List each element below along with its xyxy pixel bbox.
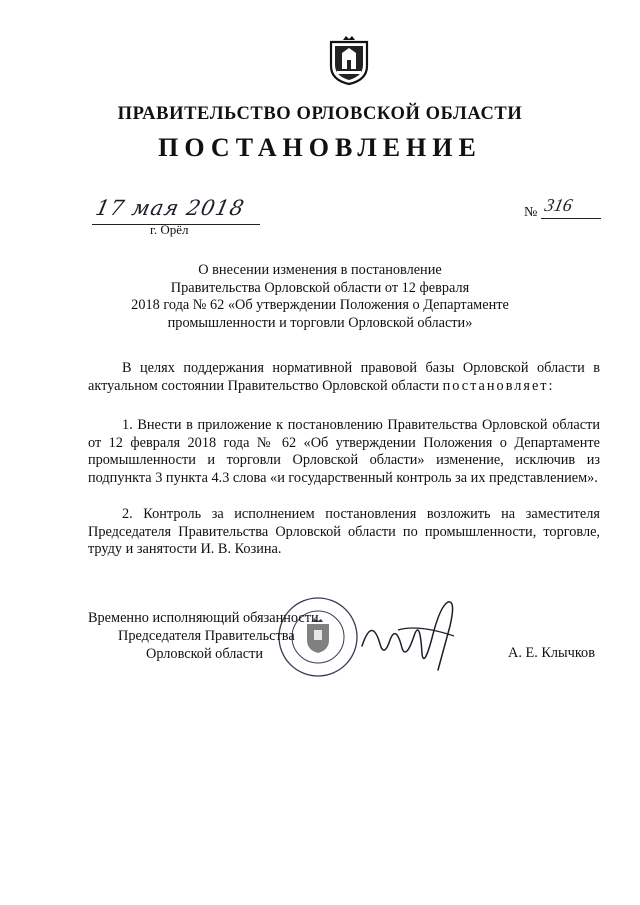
signatory-line: Орловской области bbox=[146, 646, 263, 662]
government-title: ПРАВИТЕЛЬСТВО ОРЛОВСКОЙ ОБЛАСТИ bbox=[117, 104, 523, 124]
subject-line: Правительства Орловской области от 12 февраля bbox=[170, 279, 470, 296]
decree-word: постановляет: bbox=[442, 377, 555, 394]
document-subject bbox=[120, 262, 520, 332]
handwritten-number: 316 bbox=[542, 195, 575, 215]
number-label: № bbox=[524, 205, 538, 220]
item-2-paragraph: 2. Контроль за исполнением постановления возложить на заместителя Председателя Правительства Орловской области по промышленности, торговле, труду и занятости И. В. Козина. bbox=[88, 506, 600, 557]
preamble-text: В целях поддержания нормативной правовой базы Орловской области в актуальном состоянии Правительство Орловской области bbox=[88, 360, 600, 394]
subject-line: О внесении изменения в постановление bbox=[198, 262, 442, 278]
signatory-name: А. Е. Клычков bbox=[508, 645, 595, 661]
city-label: г. Орёл bbox=[150, 222, 189, 237]
item-1-paragraph: 1. Внести в приложение к постановлению Правительства Орловской области от 12 февраля 2018 года № 62 «Об утверждении Положения о Департаменте промышленности и торговли Орловской области» изменение, исключив из подпункта 3 пункта 4.3 слова «и государственный контроль за их представлением». bbox=[88, 417, 600, 486]
document-type-title: ПОСТАНОВЛЕНИЕ bbox=[158, 133, 482, 162]
coat-of-arms-emblem bbox=[327, 36, 371, 86]
handwritten-signature bbox=[358, 596, 468, 676]
handwritten-date: 17 мая 2018 bbox=[93, 196, 247, 220]
preamble-paragraph bbox=[88, 360, 600, 395]
subject-line: 2018 года № 62 «Об утверждении Положения о Департаменте bbox=[131, 297, 509, 313]
signatory-line: Временно исполняющий обязанности bbox=[88, 610, 319, 626]
subject-line: промышленности и торговли Орловской области» bbox=[167, 314, 473, 331]
signatory-position bbox=[88, 609, 319, 663]
signatory-line: Председателя Правительства bbox=[118, 628, 295, 644]
